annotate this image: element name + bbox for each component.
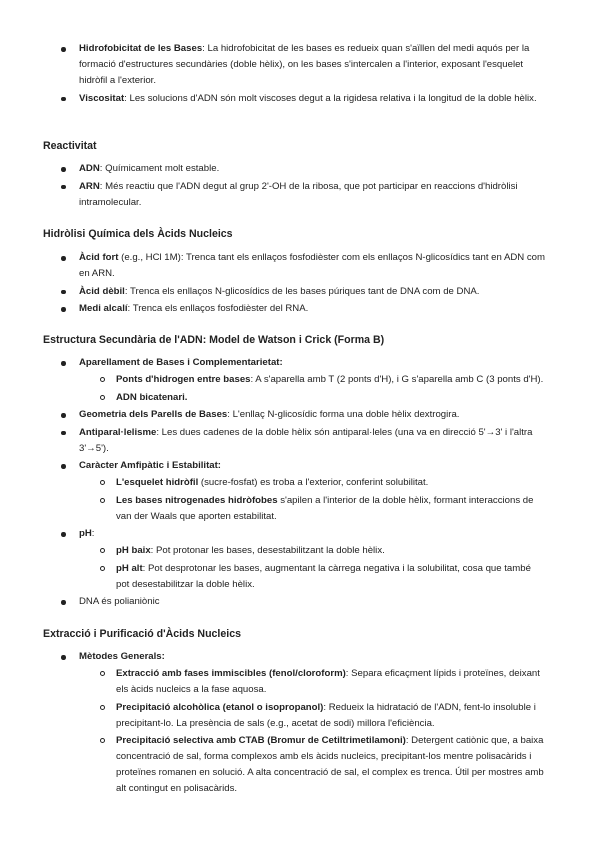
list-item: Mètodes Generals: Extracció amb fases immiscibles (fenol/cloroform): Separa eficaçment lípids i proteïnes, deixant els àcids nucleics a la fase aquosa. Precipitació alcohòlica (etanol o isopropanol): Redueix la hidratació de l'ADN, fent-lo insoluble i precipitant-lo. La presència de sals (e.g., acetat de sodi) millora l'eficiència. Precipitació selectiva amb CTAB (Bromur de Cetiltrimetilamoni): Detergent catiònic que, a baixa concentració de sal, forma complexos amb els àcids nucleics, precipitant-los mentre polisacàrids i proteïnes romanen en solució. A alta concentració de sal, el complex es trenca. Útil per mostres amb alt contingut en polisacàrids. [0,649,600,797]
list-item: Àcid dèbil: Trenca els enllaços N-glicosídics de les bases púriques tant de DNA com de DNA. [0,284,600,300]
list-item: pH: pH baix: Pot protonar les bases, desestabilitzant la doble hèlix. pH alt: Pot desprotonar les bases, augmentant la càrrega negativa i la solubilitat, cosa que també pot desestabilitzar la doble hèlix. [0,526,600,593]
sub-list-item: ADN bicatenari. [79,390,546,406]
list-item: Geometria dels Parells de Bases: L'enllaç N-glicosídic forma una doble hèlix dextrogira. [0,407,600,423]
circle-bullet-icon [100,738,105,743]
bullet-icon [61,464,66,469]
bullet-icon [61,431,66,436]
list-item: Viscositat: Les solucions d'ADN són molt viscoses degut a la rigidesa relativa i la longitud de la doble hèlix. [0,91,600,107]
physical-properties-list [0,41,600,108]
circle-bullet-icon [100,566,105,571]
circle-bullet-icon [100,705,105,710]
list-item: ARN: Més reactiu que l'ADN degut al grup 2'-OH de la ribosa, que pot participar en reaccions d'hidròlisi intramolecular. [0,179,600,211]
sub-list-item: Ponts d'hidrogen entre bases: A s'aparella amb T (2 ponts d'H), i G s'aparella amb C (3 ponts d'H). [79,372,546,388]
dna-structure-list [0,355,600,612]
section-heading-hydrolysis: Hidròlisi Química dels Àcids Nucleics [43,228,233,240]
sub-list-item: Extracció amb fases immiscibles (fenol/cloroform): Separa eficaçment lípids i proteïnes, deixant els àcids nucleics a la fase aquosa. [79,666,546,698]
sub-list-item: Les bases nitrogenades hidròfobes s'apilen a l'interior de la doble hèlix, formant interaccions de van der Waals que aporten estabilitat. [79,493,546,525]
bullet-icon [61,361,66,366]
list-item: Àcid fort (e.g., HCl 1M): Trenca tant els enllaços fosfodièster com els enllaços N-glicosídics tant en ADN com en ARN. [0,250,600,282]
section-heading-reactivity: Reactivitat [43,140,97,152]
circle-bullet-icon [100,395,105,400]
bullet-icon [61,600,66,605]
bullet-icon [61,256,66,261]
extraction-list [0,649,600,799]
sub-list-item: L'esquelet hidròfil (sucre-fosfat) es troba a l'exterior, conferint solubilitat. [79,475,546,491]
bullet-icon [61,290,66,295]
bullet-icon [61,97,66,102]
list-item: ADN: Químicament molt estable. [0,161,600,177]
circle-bullet-icon [100,548,105,553]
list-item: Medi alcalí: Trenca els enllaços fosfodièster del RNA. [0,301,600,317]
bullet-icon [61,307,66,312]
list-item: DNA és polianiònic [0,594,600,610]
circle-bullet-icon [100,498,105,503]
sub-list-item: pH baix: Pot protonar les bases, desestabilitzant la doble hèlix. [79,543,546,559]
circle-bullet-icon [100,480,105,485]
list-item: Antiparal·lelisme: Les dues cadenes de la doble hèlix són antiparal·leles (una va en direcció 5'→3' i l'altra 3'→5'). [0,425,600,457]
sub-list-item: Precipitació alcohòlica (etanol o isopropanol): Redueix la hidratació de l'ADN, fent-lo insoluble i precipitant-lo. La presència de sals (e.g., acetat de sodi) millora l'eficiència. [79,700,546,732]
section-heading-dna-structure: Estructura Secundària de l'ADN: Model de Watson i Crick (Forma B) [43,334,385,346]
bullet-icon [61,413,66,418]
hydrolysis-list [0,250,600,319]
bullet-icon [61,167,66,172]
sub-list-item: pH alt: Pot desprotonar les bases, augmentant la càrrega negativa i la solubilitat, cosa que també pot desestabilitzar la doble hèlix. [79,561,546,593]
bullet-icon [61,47,66,52]
bullet-icon [61,655,66,660]
list-item: Aparellament de Bases i Complementarietat: Ponts d'hidrogen entre bases: A s'aparella amb T (2 ponts d'H), i G s'aparella amb C (3 ponts d'H). ADN bicatenari. [0,355,600,406]
list-item: Hidrofobicitat de les Bases: La hidrofobicitat de les bases es redueix quan s'aïllen del medi aquós per la formació d'estructures secundàries (doble hèlix), on les bases s'intercalen a l'interior, exposant l'esquelet hidròfil a l'exterior. [0,41,600,89]
bullet-icon [61,185,66,190]
bullet-icon [61,532,66,537]
reactivity-list [0,161,600,212]
section-heading-extraction: Extracció i Purificació d'Àcids Nucleics [43,628,241,640]
list-item: Caràcter Amfipàtic i Estabilitat: L'esquelet hidròfil (sucre-fosfat) es troba a l'exterior, conferint solubilitat. Les bases nitrogenades hidròfobes s'apilen a l'interior de la doble hèlix, formant interaccions de van der Waals que aporten estabilitat. [0,458,600,525]
circle-bullet-icon [100,671,105,676]
sub-list-item: Precipitació selectiva amb CTAB (Bromur de Cetiltrimetilamoni): Detergent catiònic que, a baixa concentració de sal, forma complexos amb els àcids nucleics, precipitant-los mentre polisacàrids i proteïnes romanen en solució. A alta concentració de sal, el complex es trenca. Útil per mostres amb alt contingut en polisacàrids. [79,733,546,797]
circle-bullet-icon [100,377,105,382]
